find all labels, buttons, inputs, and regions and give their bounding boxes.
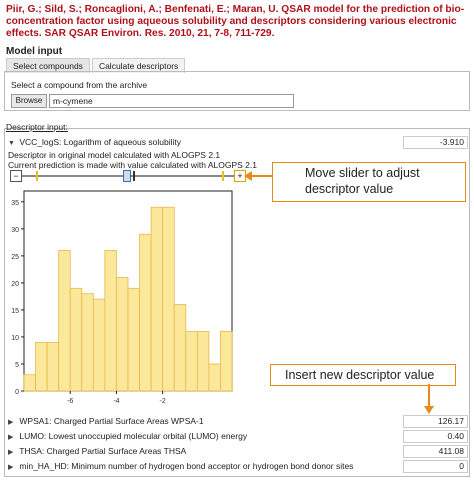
descriptor-note-current: Current prediction is made with value calculated with ALOGPS 2.1 bbox=[8, 160, 257, 170]
expand-right-icon[interactable]: ▶ bbox=[8, 434, 14, 441]
descriptor-label: WPSA1: Charged Partial Surface Areas WPSA-1 bbox=[19, 416, 204, 426]
descriptor-slider[interactable] bbox=[10, 170, 246, 182]
histogram-bar bbox=[70, 288, 82, 391]
x-tick-label: -4 bbox=[113, 398, 120, 405]
histogram-bar bbox=[151, 207, 163, 391]
y-tick-label: 20 bbox=[11, 280, 19, 288]
main-descriptor-label: VCC_logS: Logarithm of aqueous solubility bbox=[19, 137, 181, 147]
descriptor-row-lumo[interactable] bbox=[8, 431, 247, 441]
browse-button[interactable]: Browse bbox=[11, 94, 47, 108]
histogram-bar bbox=[36, 342, 48, 391]
descriptor-note-original: Descriptor in original model calculated with ALOGPS 2.1 bbox=[8, 150, 221, 160]
histogram-chart bbox=[6, 183, 246, 413]
y-tick-label: 0 bbox=[15, 389, 19, 396]
descriptor-value-field[interactable]: 126.17 bbox=[403, 415, 468, 428]
descriptor-label: LUMO: Lowest unoccupied molecular orbital (LUMO) energy bbox=[19, 431, 248, 441]
histogram-bar bbox=[163, 207, 175, 391]
histogram-bar bbox=[128, 288, 140, 391]
expand-right-icon[interactable]: ▶ bbox=[8, 464, 14, 471]
y-tick-label: 15 bbox=[11, 307, 19, 315]
slider-handle[interactable] bbox=[123, 170, 131, 182]
slider-plus-button[interactable]: + bbox=[234, 170, 246, 182]
select-compound-label: Select a compound from the archive bbox=[11, 80, 148, 90]
citation-text: Piir, G.; Sild, S.; Roncaglioni, A.; Benfenati, E.; Maran, U. QSAR model for the prediction of bio-concentration factor using aqueous solubility and descriptors considering various electronic effects. SAR QSAR Environ. Res. 2010, 21, 7-8, 711-729. bbox=[6, 4, 465, 39]
histogram-bar bbox=[209, 364, 221, 391]
descriptor-value-field[interactable]: 0 bbox=[403, 460, 468, 473]
histogram-bar bbox=[93, 299, 105, 391]
compound-panel bbox=[4, 71, 470, 111]
slider-min-marker bbox=[36, 171, 38, 181]
expand-down-icon[interactable]: ▼ bbox=[8, 140, 15, 147]
slider-max-marker bbox=[222, 171, 224, 181]
histogram-bar bbox=[105, 250, 117, 391]
histogram-bar bbox=[116, 277, 128, 391]
y-tick-label: 30 bbox=[11, 226, 19, 234]
descriptor-label: THSA: Charged Partial Surface Areas THSA bbox=[19, 446, 187, 456]
main-descriptor-value-field[interactable]: -3.910 bbox=[403, 136, 468, 149]
histogram-bar bbox=[197, 332, 209, 391]
histogram-bar bbox=[82, 294, 94, 391]
descriptor-value-field[interactable]: 0.40 bbox=[403, 430, 468, 443]
descriptor-row-wpsa1[interactable] bbox=[8, 416, 204, 426]
slider-callout: Move slider to adjust descriptor value bbox=[272, 162, 466, 202]
tab-select-compounds[interactable]: Select compounds bbox=[6, 58, 90, 73]
insert-callout-arrowhead bbox=[424, 406, 434, 414]
insert-value-callout: Insert new descriptor value bbox=[270, 364, 456, 386]
slider-callout-arrowhead bbox=[244, 171, 252, 181]
y-tick-label: 25 bbox=[11, 253, 19, 261]
insert-callout-arrow bbox=[428, 384, 430, 408]
histogram-bar bbox=[186, 332, 198, 391]
x-tick-label: -2 bbox=[159, 398, 166, 405]
y-tick-label: 5 bbox=[15, 361, 19, 369]
x-tick-label: -6 bbox=[67, 398, 74, 405]
model-input-title: Model input bbox=[6, 46, 63, 57]
descriptor-row-thsa[interactable] bbox=[8, 446, 186, 456]
descriptor-row-min-ha-hd[interactable] bbox=[8, 461, 353, 471]
histogram-bar bbox=[47, 342, 59, 391]
histogram-bar bbox=[59, 250, 71, 391]
expand-right-icon[interactable]: ▶ bbox=[8, 419, 14, 426]
y-tick-label: 35 bbox=[11, 199, 19, 207]
compound-input[interactable]: m-cymene bbox=[49, 94, 294, 108]
descriptor-label: min_HA_HD: Minimum number of hydrogen bond acceptor or hydrogen bond donor sites bbox=[19, 461, 354, 471]
y-tick-label: 10 bbox=[11, 334, 19, 342]
histogram-bar bbox=[140, 234, 152, 391]
slider-minus-button[interactable]: − bbox=[10, 170, 22, 182]
descriptor-value-field[interactable]: 411.08 bbox=[403, 445, 468, 458]
descriptor-input-legend: Descriptor input: bbox=[6, 122, 68, 132]
expand-right-icon[interactable]: ▶ bbox=[8, 449, 14, 456]
tab-calculate-descriptors[interactable]: Calculate descriptors bbox=[92, 58, 185, 73]
histogram-bar bbox=[24, 375, 36, 391]
histogram-bar bbox=[174, 305, 186, 391]
slider-current-marker bbox=[133, 171, 135, 181]
main-descriptor-row[interactable] bbox=[8, 137, 181, 147]
histogram-bar bbox=[220, 332, 232, 391]
